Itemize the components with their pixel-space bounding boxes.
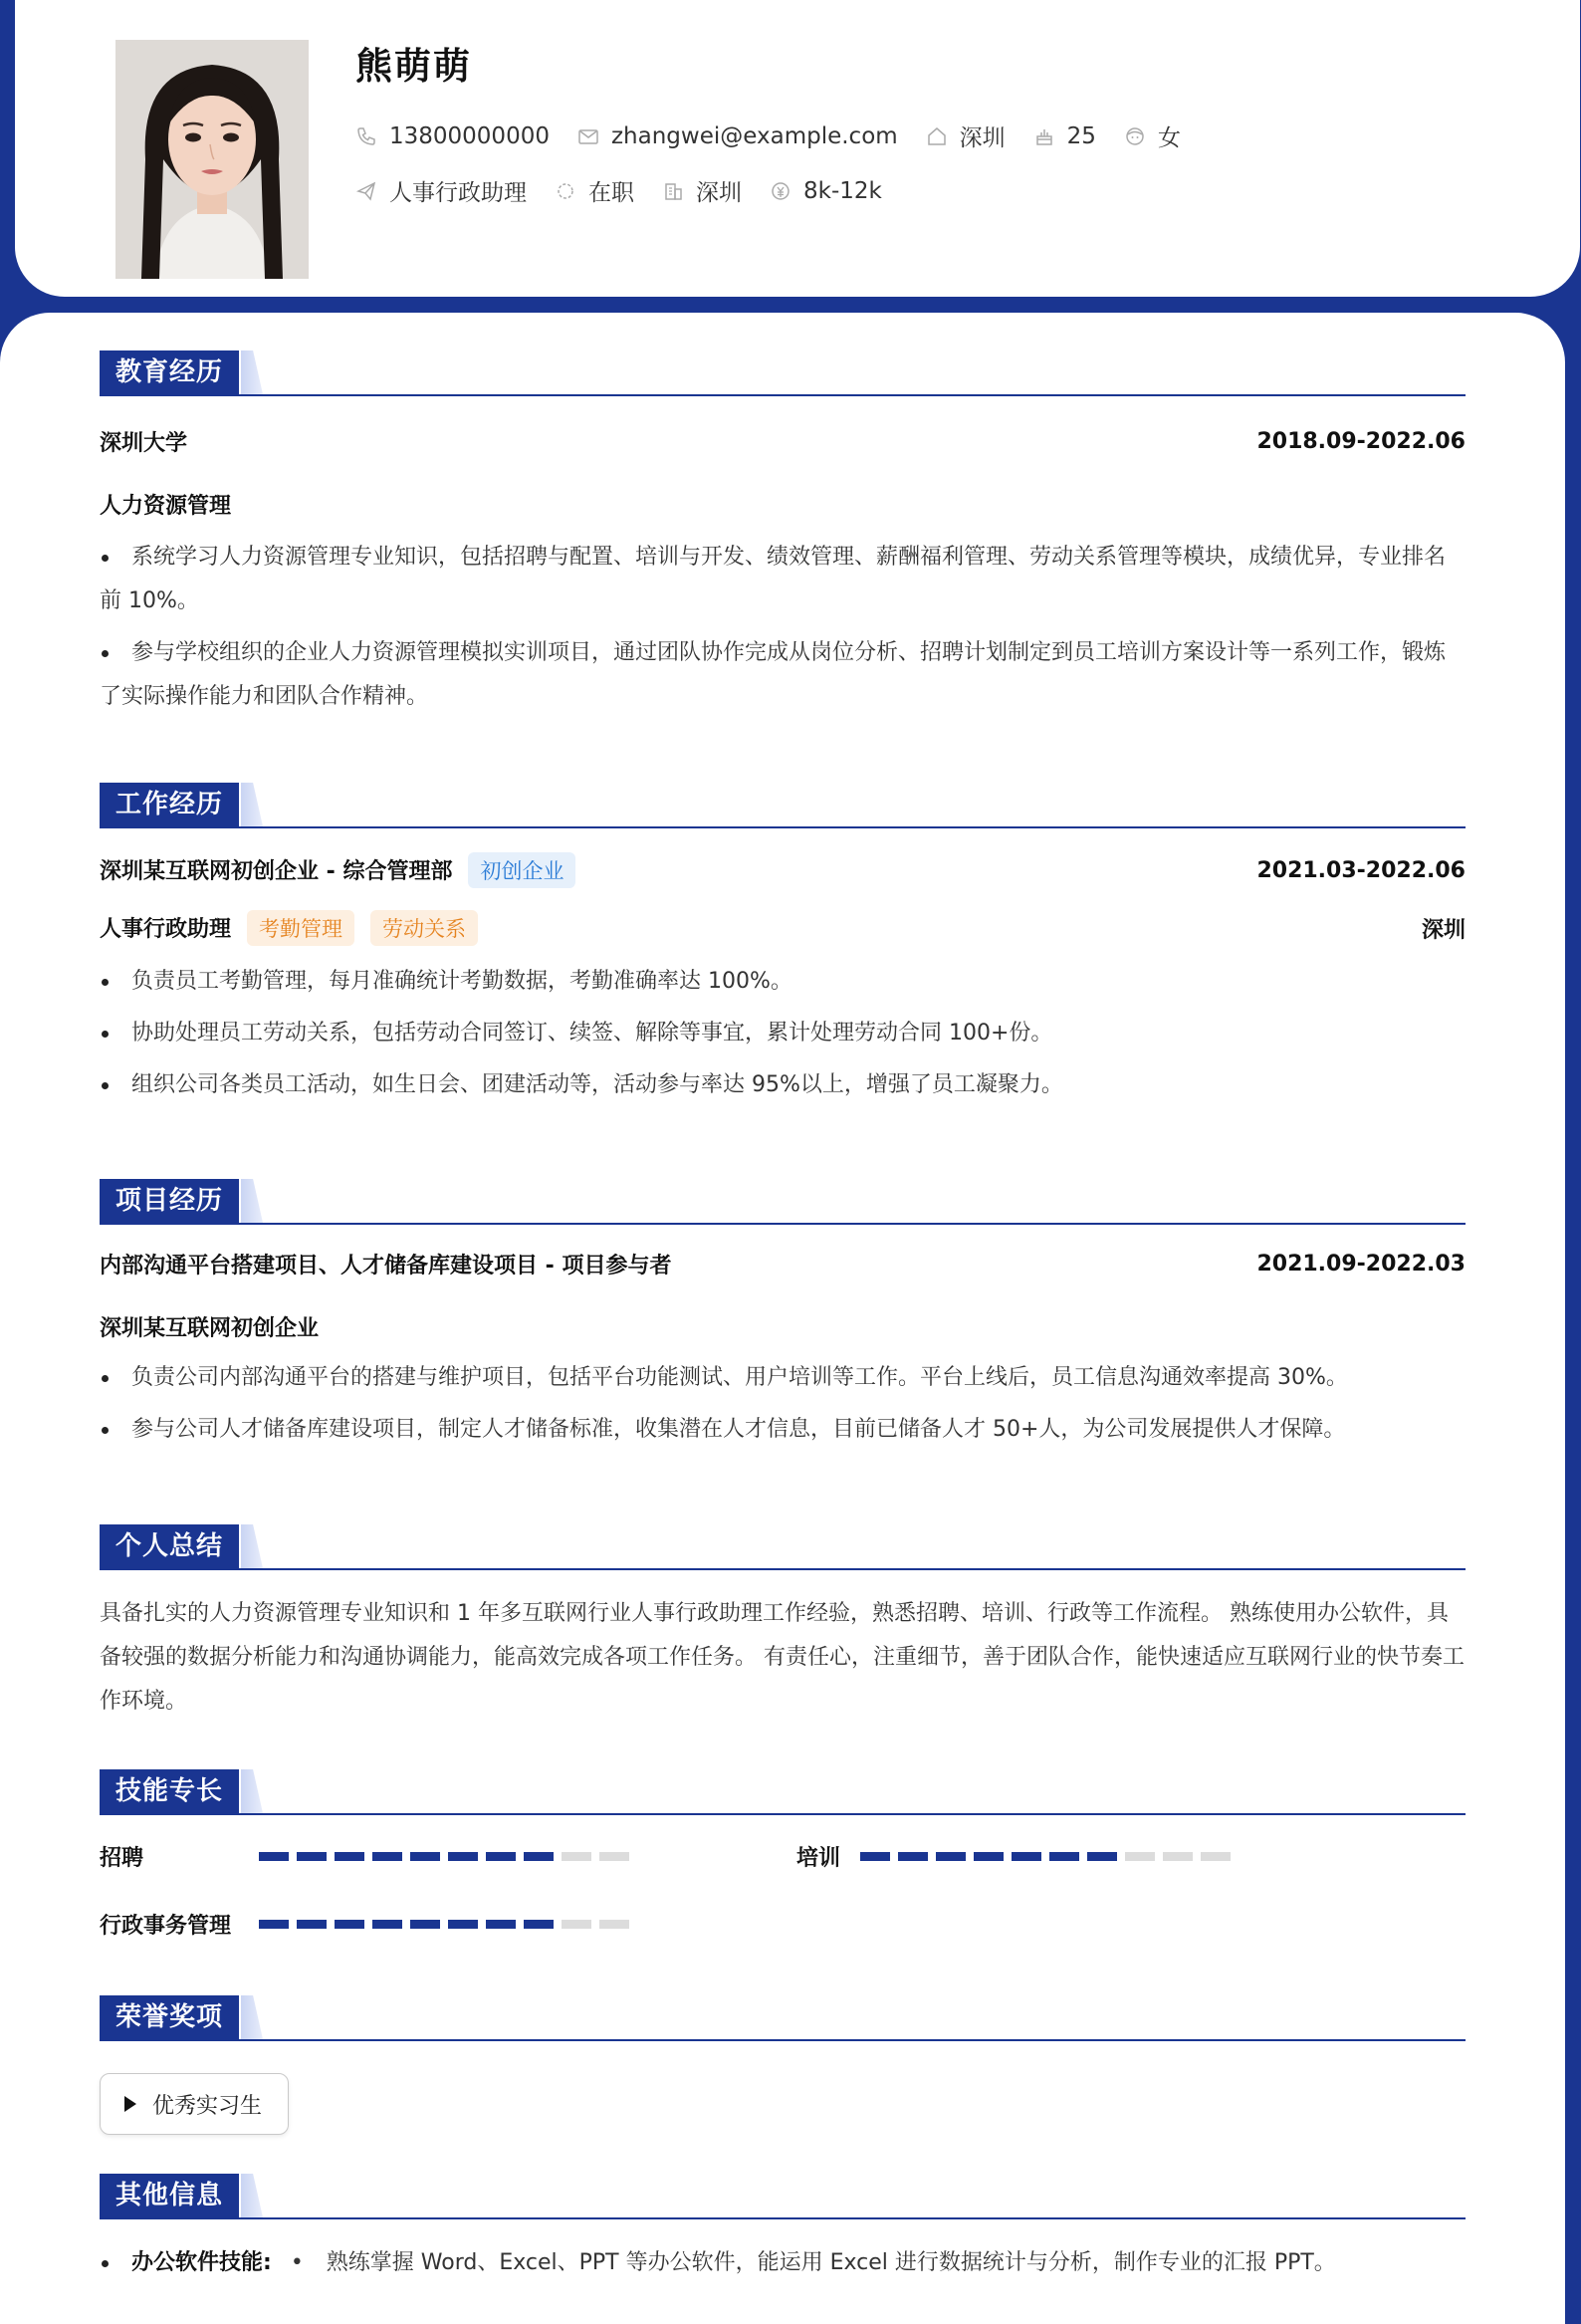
list-item: 参与公司人才储备库建设项目，制定人才储备标准，收集潜在人才信息，目前已储备人才 50+人，为公司发展提供人才保障。	[100, 1408, 1466, 1452]
position-text: 人事行政助理	[389, 180, 527, 206]
company-tag: 初创企业	[468, 852, 575, 888]
section-title	[100, 1179, 1466, 1225]
skill-bar-filled	[335, 1852, 364, 1861]
work-location: 深圳	[1421, 917, 1466, 943]
work-bullets	[100, 960, 1466, 1107]
honor-text: 优秀实习生	[152, 2093, 263, 2119]
skill-bar-filled	[410, 1852, 440, 1861]
skill-bar-empty	[1163, 1852, 1193, 1861]
skill-bar-empty	[1125, 1852, 1155, 1861]
other-section	[100, 2174, 1466, 2285]
skills-section	[100, 1769, 1466, 1969]
project-org-row	[100, 1311, 1466, 1342]
send-icon	[355, 180, 377, 202]
list-item: 负责公司内部沟通平台的搭建与维护项目，包括平台功能测试、用户培训等工作。平台上线后，员工信息沟通效率提高 30%。	[100, 1356, 1466, 1400]
position-row	[100, 910, 1466, 946]
inline-bullet: •	[290, 2250, 304, 2275]
list-item: 组织公司各类员工活动，如生日会、团建活动等，活动参与率达 95%以上，增强了员工凝聚力。	[100, 1063, 1466, 1107]
honors-section	[100, 1995, 1466, 2135]
section-title-tail	[241, 2174, 263, 2217]
skill-bar-filled	[898, 1852, 928, 1861]
skill-bar-filled	[486, 1920, 516, 1929]
skill-bar-filled	[410, 1920, 440, 1929]
skill-bar-filled	[259, 1852, 289, 1861]
age-text: 25	[1066, 122, 1096, 149]
section-title-label: 工作经历	[100, 783, 239, 826]
skill-name: 招聘	[100, 1846, 144, 1871]
candidate-name: 熊萌萌	[355, 45, 472, 88]
skill-bar-filled	[1012, 1852, 1041, 1861]
skill-item	[796, 1841, 1239, 1872]
section-title-tail	[241, 1524, 263, 1568]
list-item: 参与学校组织的企业人力资源管理模拟实训项目，通过团队协作完成从岗位分析、招聘计划制定到员工培训方案设计等一系列工作，锻炼了实际操作能力和团队合作精神。	[100, 631, 1466, 719]
skill-name: 培训	[796, 1846, 841, 1871]
section-title-tail	[241, 1995, 263, 2039]
skill-bar-empty	[599, 1852, 629, 1861]
skill-item	[100, 1909, 637, 1940]
other-label: 办公软件技能:	[131, 2250, 272, 2275]
position-tag: 考勤管理	[247, 910, 354, 946]
company-name: 深圳某互联网初创企业 - 综合管理部	[100, 859, 453, 884]
status-text: 在职	[588, 180, 634, 206]
contact-row	[355, 119, 1209, 152]
major-row	[100, 489, 1466, 520]
skill-bar-filled	[297, 1920, 327, 1929]
education-section	[100, 350, 1466, 719]
education-header-row	[100, 426, 1466, 457]
skill-bar-filled	[372, 1920, 402, 1929]
phone-text: 13800000000	[389, 122, 550, 149]
company-line	[100, 852, 575, 888]
skill-bar-filled	[974, 1852, 1004, 1861]
skill-bar-filled	[335, 1920, 364, 1929]
target-city-text: 深圳	[696, 180, 742, 206]
city-text: 深圳	[959, 125, 1006, 151]
section-title	[100, 350, 1466, 396]
face-icon	[1124, 125, 1146, 147]
portrait-image	[115, 40, 309, 279]
education-bullets	[100, 536, 1466, 719]
school-name: 深圳大学	[100, 431, 188, 456]
section-title	[100, 1769, 1466, 1815]
other-text: 熟练掌握 Word、Excel、PPT 等办公软件，能运用 Excel 进行数据统计与分析，制作专业的汇报 PPT。	[326, 2250, 1336, 2275]
section-title-label: 荣誉奖项	[100, 1995, 239, 2039]
position-tag: 劳动关系	[370, 910, 478, 946]
skill-bar-filled	[524, 1920, 554, 1929]
skill-bar-filled	[297, 1852, 327, 1861]
skill-bars	[860, 1852, 1239, 1861]
project-section	[100, 1179, 1466, 1452]
email-text: zhangwei@example.com	[610, 122, 898, 149]
skill-bar-filled	[448, 1920, 478, 1929]
resume-header	[15, 0, 1580, 297]
salary-item	[770, 178, 882, 204]
skill-bar-filled	[936, 1852, 966, 1861]
job-intent-row	[355, 174, 910, 207]
building-icon	[662, 180, 684, 202]
skill-bar-empty	[562, 1920, 591, 1929]
age-item	[1033, 123, 1096, 149]
list-item: 协助处理员工劳动关系，包括劳动合同签订、续签、解除等事宜，累计处理劳动合同 100+份。	[100, 1012, 1466, 1055]
section-title-label: 个人总结	[100, 1524, 239, 1568]
phone-item	[355, 123, 550, 149]
list-item: 负责员工考勤管理，每月准确统计考勤数据，考勤准确率达 100%。	[100, 960, 1466, 1004]
position-name: 人事行政助理	[100, 917, 232, 942]
skill-bars	[259, 1852, 637, 1861]
section-title-label: 项目经历	[100, 1179, 239, 1223]
project-header-row	[100, 1249, 1466, 1279]
section-title-label: 其他信息	[100, 2174, 239, 2217]
summary-text: 具备扎实的人力资源管理专业知识和 1 年多互联网行业人事行政助理工作经验，熟悉招聘、培训、行政等工作流程。 熟练使用办公软件，具备较强的数据分析能力和沟通协调能力，能高效完成各项工作任务。 有责任心，注重细节，善于团队合作，能快速适应互联网行业的快节奏工作环境。	[100, 1601, 1465, 1714]
list-item	[100, 2241, 1466, 2285]
skill-bar-empty	[562, 1852, 591, 1861]
section-title-tail	[241, 1769, 263, 1813]
mail-icon	[577, 125, 599, 147]
skill-name: 行政事务管理	[100, 1914, 232, 1939]
city-item	[926, 119, 1006, 152]
position-item	[355, 174, 527, 207]
skill-bar-filled	[259, 1920, 289, 1929]
skill-bar-empty	[599, 1920, 629, 1929]
section-title-label: 教育经历	[100, 350, 239, 394]
status-icon	[555, 180, 576, 202]
profile-photo	[115, 40, 309, 279]
money-icon	[770, 180, 791, 202]
honor-badge	[100, 2073, 289, 2135]
section-title-tail	[241, 783, 263, 826]
skill-bar-filled	[1087, 1852, 1117, 1861]
skill-bar-filled	[524, 1852, 554, 1861]
skill-bar-filled	[860, 1852, 890, 1861]
project-org: 深圳某互联网初创企业	[100, 1316, 320, 1341]
project-bullets	[100, 1356, 1466, 1452]
home-icon	[926, 125, 948, 147]
other-bullets	[100, 2241, 1466, 2285]
gender-text: 女	[1157, 125, 1181, 151]
section-title-tail	[241, 1179, 263, 1223]
skill-bar-filled	[1049, 1852, 1079, 1861]
honors-list	[100, 2073, 1466, 2135]
skill-bar-empty	[1201, 1852, 1231, 1861]
education-date: 2018.09-2022.06	[1256, 429, 1466, 454]
section-title	[100, 783, 1466, 828]
section-title-label: 技能专长	[100, 1769, 239, 1813]
gender-item	[1124, 119, 1181, 152]
major-name: 人力资源管理	[100, 494, 232, 519]
section-title	[100, 2174, 1466, 2219]
project-date: 2021.09-2022.03	[1256, 1252, 1466, 1277]
work-header-row	[100, 852, 1466, 888]
work-date: 2021.03-2022.06	[1256, 857, 1466, 883]
resume-body	[0, 313, 1565, 2324]
skill-bars	[259, 1920, 637, 1929]
cake-icon	[1033, 125, 1055, 147]
skill-bar-filled	[486, 1852, 516, 1861]
work-section	[100, 783, 1466, 1107]
skill-bar-filled	[372, 1852, 402, 1861]
skill-item	[100, 1841, 637, 1872]
skill-bar-filled	[448, 1852, 478, 1861]
section-title-tail	[241, 350, 263, 394]
salary-text: 8k-12k	[803, 177, 882, 204]
triangle-icon	[124, 2096, 136, 2112]
phone-icon	[355, 125, 377, 147]
list-item: 系统学习人力资源管理专业知识，包括招聘与配置、培训与开发、绩效管理、薪酬福利管理、劳动关系管理等模块，成绩优异，专业排名前 10%。	[100, 536, 1466, 623]
section-title	[100, 1524, 1466, 1570]
project-name: 内部沟通平台搭建项目、人才储备库建设项目 - 项目参与者	[100, 1254, 672, 1278]
position-line	[100, 910, 478, 946]
email-item	[577, 123, 898, 149]
target-city-item	[662, 174, 742, 207]
section-title	[100, 1995, 1466, 2041]
summary-section	[100, 1524, 1466, 1724]
status-item	[555, 174, 634, 207]
